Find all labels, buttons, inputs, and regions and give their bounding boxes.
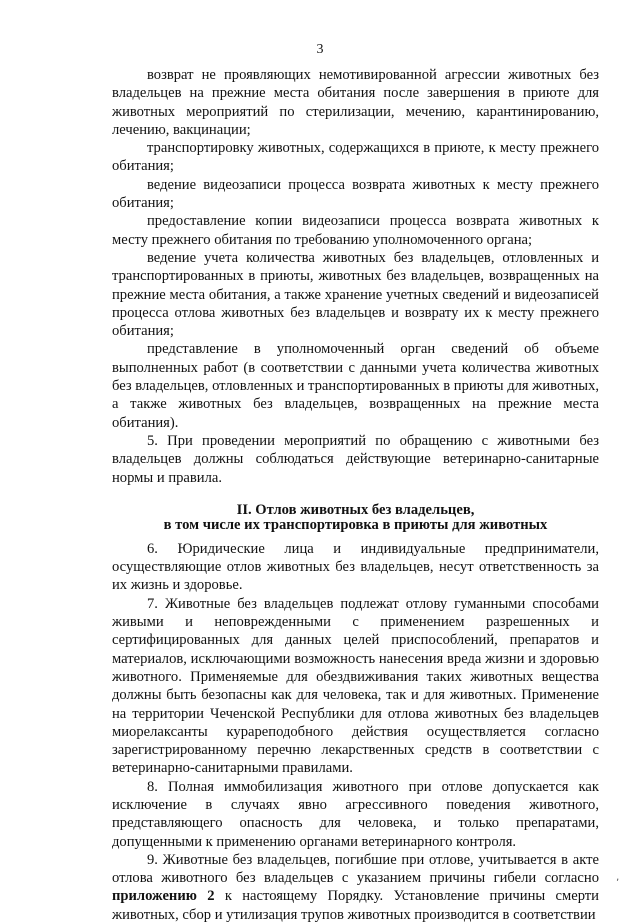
- paragraph: 5. При проведении мероприятий по обращению с животными без владельцев должны соблюдаться действующие ветеринарно-санитарные нормы и правила.: [112, 432, 599, 486]
- scan-mark: ‚: [616, 872, 620, 883]
- paragraph: 8. Полная иммобилизация животного при отлове допускается как исключение в случаях явно агрессивного поведения животного, представляющего опасность для человека, и только препаратами, допущенными к применению органами ветеринарного контроля.: [112, 778, 599, 850]
- section-heading: [112, 503, 599, 533]
- paragraph: предоставление копии видеозаписи процесса возврата животных к месту прежнего обитания по требованию уполномоченного органа;: [112, 213, 599, 248]
- paragraph: представление в уполномоченный орган сведений об объеме выполненных работ (в соответствии с данными учета количества животных без владельцев, отловленных и транспортированных в приюты для животных, а также животных без владельцев, возвращенных на прежние места обитания).: [112, 341, 600, 431]
- section-heading-line: в том числе их транспортировка в приюты для животных: [163, 516, 548, 533]
- paragraph: возврат не проявляющих немотивированной агрессии животных без владельцев на прежние места обитания после завершения в приюте для животных мероприятий по стерилизации, мечению, карантинированию, лечению, вакцинации;: [112, 67, 599, 138]
- page-number: 3: [316, 42, 324, 57]
- paragraph: 7. Животные без владельцев подлежат отлову гуманными способами живыми и неповрежденными с применением разрешенных и сертифицированных для данных целей приспособлений, препаратов и материалов, исключающими возможность нанесения вреда жизни и здоровью животного. Применяемые для обездвиживания таких животных вещества должны быть безопасны как для человека, так и для животных. Применение на территории Чеченской Республики для отлова животных без владельцев миорелаксанты курареподобного действия осуществляется согласно зарегистрированному перечню лекарственных средств в соответствии с ветеринарно-санитарными правилами.: [112, 595, 599, 777]
- paragraph-text: к настоящему Порядку. Установление причины смерти животных, сбор и утилизация трупов животных производится в соответствии: [112, 888, 599, 923]
- appendix-reference: приложению 2: [112, 888, 215, 905]
- paragraph: ведение видеозаписи процесса возврата животных к месту прежнего обитания;: [112, 176, 599, 212]
- document-body: [112, 66, 599, 924]
- paragraph: 6. Юридические лица и индивидуальные предприниматели, осуществляющие отлов животных без владельцев, несут ответственность за их жизнь и здоровье.: [112, 540, 599, 594]
- section-heading-line: II. Отлов животных без владельцев,: [236, 501, 475, 518]
- paragraph: ведение учета количества животных без владельцев, отловленных и транспортированных в приюты, животных без владельцев, возвращенных на прежние места обитания, а также хранение учетных сведений и видеозаписей процесса отлова животных без владельцев и возврату их к месту прежнего обитания;: [112, 249, 599, 340]
- paragraph-9: [112, 851, 599, 924]
- paragraph: транспортировку животных, содержащихся в приюте, к месту прежнего обитания;: [112, 140, 599, 175]
- paragraph-text: 9. Животные без владельцев, погибшие при отлове, учитывается в акте отлова животного без владельцев с указанием причины гибели согласно: [112, 851, 599, 887]
